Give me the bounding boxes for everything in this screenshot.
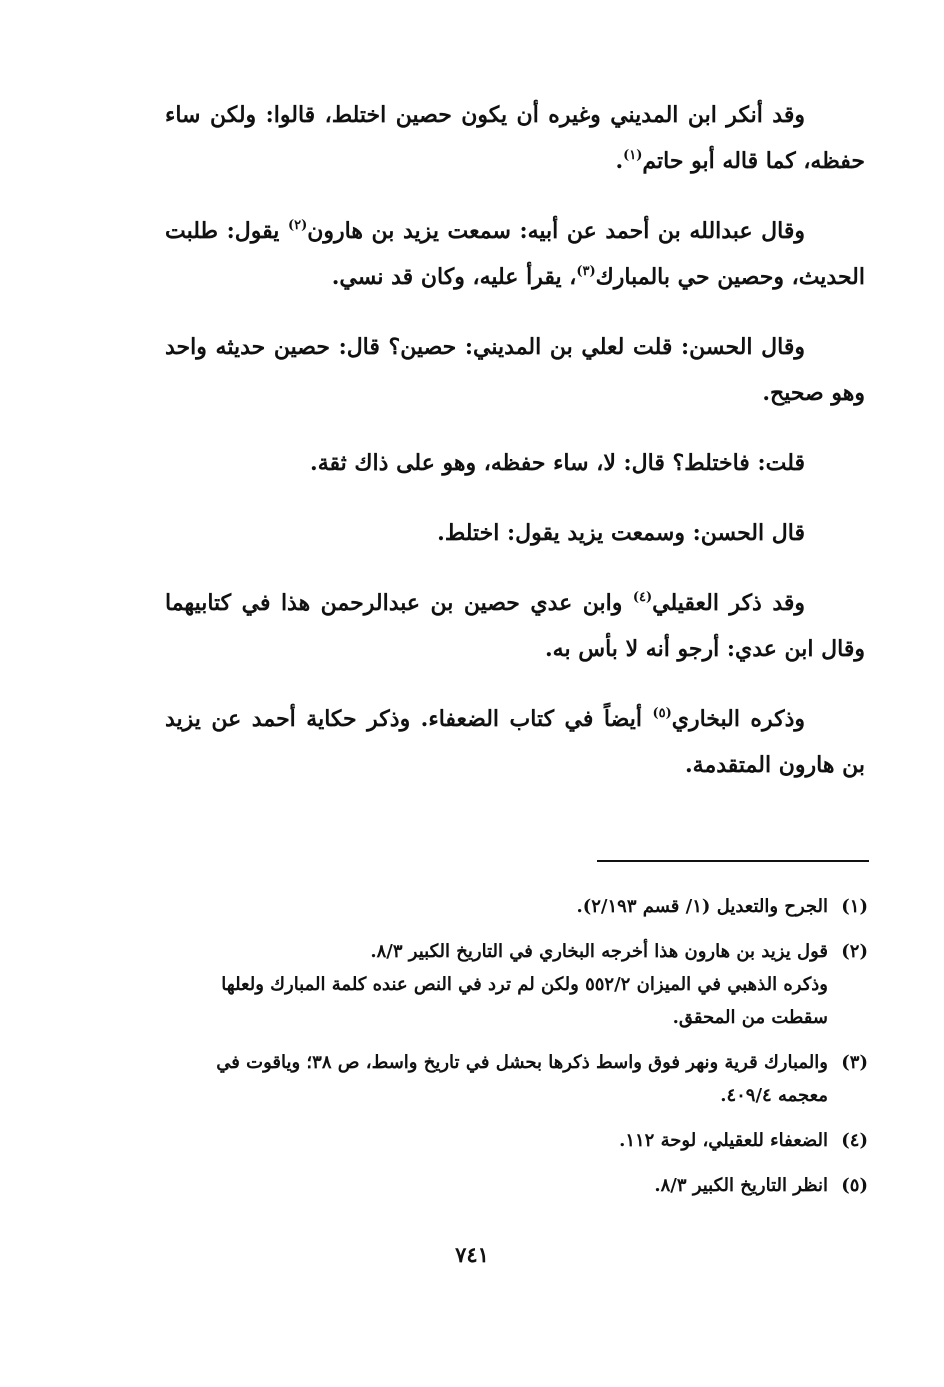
footnote-2	[170, 935, 868, 1034]
paragraph-4	[165, 440, 865, 486]
footnote-number: (٢)	[841, 941, 868, 962]
paragraph-5	[165, 510, 865, 556]
paragraph-text: قلت: فاختلط؟ قال: لا، ساء حفظه، وهو على ذاك ثقة.	[310, 450, 805, 476]
footnote-ref-4[interactable]: (٤)	[632, 590, 653, 605]
paragraph-text: وقد ذكر العقيلي	[652, 590, 806, 616]
page-number: ٧٤١	[455, 1242, 489, 1267]
footnote-number: (١)	[841, 896, 868, 917]
footnote-text: الضعفاء للعقيلي، لوحة ١١٢.	[619, 1130, 828, 1151]
footnote-1	[170, 890, 868, 923]
paragraph-text: يقول: طلبت الحديث، وحصين حي بالمبارك	[165, 218, 865, 290]
footnote-ref-5[interactable]: (٥)	[652, 706, 672, 721]
footnote-ref-1[interactable]: (١)	[623, 148, 643, 163]
footnote-3	[170, 1046, 868, 1112]
footnote-number: (٣)	[841, 1052, 868, 1073]
paragraph-text: وقد أنكر ابن المديني وغيره أن يكون حصين اختلط، قالوا: ولكن ساء حفظه، كما قاله أبو حاتم	[165, 102, 865, 174]
footnote-number: (٥)	[841, 1175, 868, 1196]
footnote-text: قول يزيد بن هارون هذا أخرجه البخاري في التاريخ الكبير ٨/٣.	[370, 941, 828, 962]
paragraph-7	[165, 696, 865, 788]
footnote-4	[170, 1124, 868, 1157]
footnote-text: الجرح والتعديل (١/ قسم ٢/١٩٣).	[576, 896, 828, 917]
paragraph-2	[165, 208, 865, 300]
footnote-separator	[597, 860, 869, 862]
paragraph-6	[165, 580, 865, 672]
paragraph-text: وذكره البخاري	[671, 706, 805, 732]
paragraph-text: وابن عدي حصين بن عبدالرحمن هذا في كتابيهما وقال ابن عدي: أرجو أنه لا بأس به.	[165, 590, 865, 662]
footnote-ref-3[interactable]: (٣)	[576, 264, 596, 279]
footnote-text: وذكره الذهبي في الميزان ٥٥٢/٢ ولكن لم ترد في النص عنده كلمة المبارك ولعلها	[221, 974, 828, 995]
paragraph-text: أيضاً في كتاب الضعفاء. وذكر حكاية أحمد عن يزيد بن هارون المتقدمة.	[165, 706, 865, 778]
footnote-text: والمبارك قرية ونهر فوق واسط ذكرها بحشل في تاريخ واسط، ص ٣٨؛ وياقوت في	[216, 1052, 828, 1073]
paragraph-text: ، يقرأ عليه، وكان قد نسي.	[331, 264, 577, 290]
footnote-ref-2[interactable]: (٢)	[287, 218, 308, 233]
footnote-text: سقطت من المحقق.	[672, 1007, 828, 1028]
paragraph-text: قال الحسن: وسمعت يزيد يقول: اختلط.	[437, 520, 805, 546]
paragraph-3	[165, 324, 865, 416]
paragraph-text: وقال الحسن: قلت لعلي بن المديني: حصين؟ قال: حصين حديثه واحد وهو صحيح.	[165, 334, 865, 406]
footnotes	[170, 890, 868, 1214]
paragraph-1	[165, 92, 865, 184]
footnote-text: معجمه ٤٠٩/٤.	[720, 1085, 828, 1106]
footnote-5	[170, 1169, 868, 1202]
main-text	[165, 92, 865, 812]
footnote-text: انظر التاريخ الكبير ٨/٣.	[654, 1175, 828, 1196]
footnote-number: (٤)	[841, 1130, 868, 1151]
paragraph-text: وقال عبدالله بن أحمد عن أبيه: سمعت يزيد بن هارون	[307, 218, 805, 244]
paragraph-text: .	[615, 148, 624, 174]
